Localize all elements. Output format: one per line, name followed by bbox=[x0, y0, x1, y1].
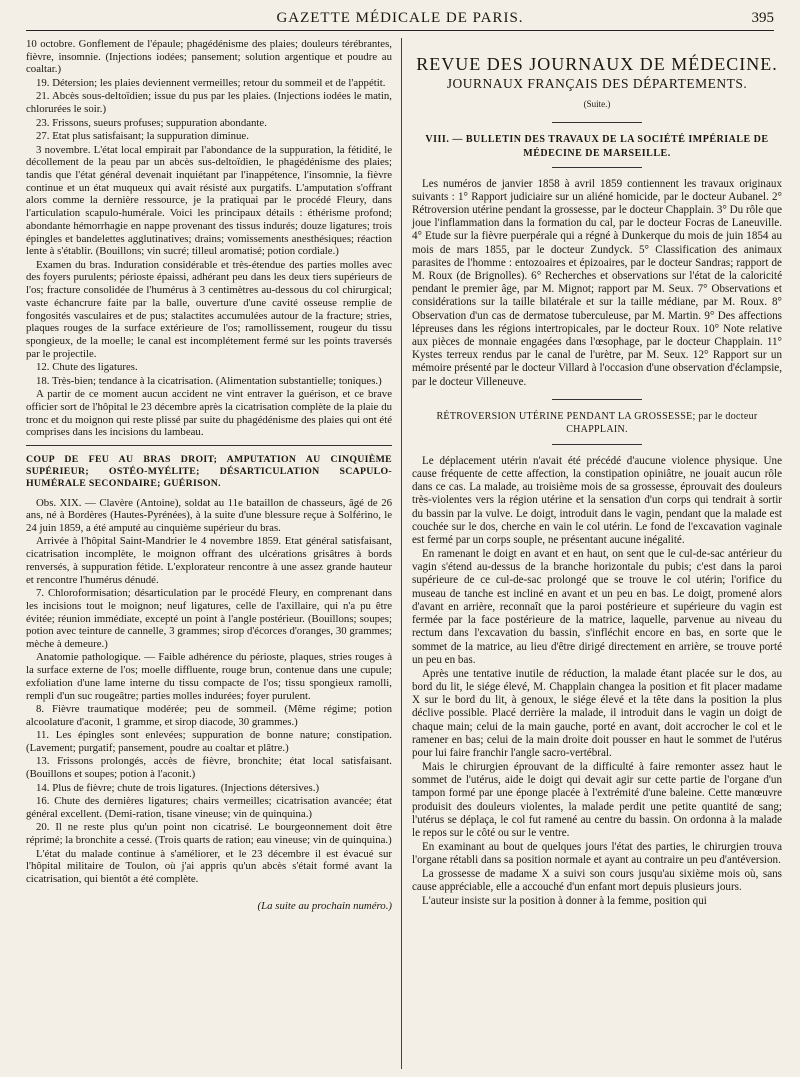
paragraph: Obs. XIX. — Clavère (Antoine), soldat au 11e bataillon de chasseurs, âgé de 26 ans, né à Bordères (Hautes-Pyrénées), à la suite d'une blessure reçue à Solférino, le 24 juin 1859, a été amputé au cinquième supérieur du bras. bbox=[26, 496, 392, 534]
short-rule bbox=[552, 167, 642, 168]
paragraph: 11. Les épingles sont enlevées; suppuration de bonne nature; constipation. (Lavement; purgatif; pansement, poudre au coaltar et plâtre.) bbox=[26, 729, 392, 754]
paragraph: 19. Détersion; les plaies deviennent vermeilles; retour du sommeil et de l'appétit. bbox=[36, 76, 386, 89]
paragraph: A partir de ce moment aucun accident ne vint entraver la guérison, et ce brave officier sort de l'hôpital le 23 décembre après la cicatrisation complète de la plaie du tronc et du moignon qui reste plissé par suite du phagédénisme des plaies qui ont été comprises dans les incisions du lambeau. bbox=[26, 388, 392, 439]
paragraph: 18. Très-bien; tendance à la cicatrisation. (Alimentation substantielle; toniques.) bbox=[36, 374, 382, 387]
paragraph: L'état du malade continue à s'améliorer, et le 23 décembre il est évacué sur l'hôpital militaire de Toulon, où j'ai appris qu'un abcès s'était formé avant la cicatrisation, qui bientôt a été complète. bbox=[26, 847, 392, 885]
paragraph: Après une tentative inutile de réduction, la malade étant placée sur le dos, au bord du lit, le siége élevé, M. Chapplain changea la position et fit placer madame X sur le bord du lit, à genoux, le siége élevé et la tête dans la position la plus déclive possible. Placé derrière la malade, il introduit dans le vagin un doigt de chaque main; celui de la main gauche, porté en avant, doit accrocher le col et le ramener en bas; celui de la main droite doit pousser en haut le sommet de l'utérus pour lui faire franchir l'angle sacro-vertébral. bbox=[412, 667, 782, 759]
suite-note: (Suite.) bbox=[583, 99, 611, 110]
paragraph: En ramenant le doigt en avant et en haut, on sent que le cul-de-sac antérieur du vagin s'étend au-dessus de la branche horizontale du pubis; c'est dans la paroi supérieure de ce cul-de-sac prolongé que se trouve le col utérin; l'orifice du museau de tanche est incliné en avant et un peu en bas. Le doigt, promené alors d'avant en arrière, reconnaît que la paroi postérieure et supérieure du vagin est fermée par la face postérieure de la matrice, laquelle, parvenue au niveau du rectum dans l'excavation du bassin, s'infléchit encore en bas, en sorte que le sommet de la matrice, au lieu d'être dirigé directement en arrière, se trouve porté un peu en bas. bbox=[412, 548, 782, 666]
running-header bbox=[26, 8, 774, 31]
article-heading: RÉTROVERSION UTÉRINE PENDANT LA GROSSESSE; par le docteur CHAPPLAIN. bbox=[436, 410, 758, 435]
paragraph: 8. Fièvre traumatique modérée; peu de sommeil. (Même régime; potion alcoolature d'aconit, 1 gramme, et sirop diacode, 30 grammes.) bbox=[26, 703, 392, 728]
section-subtitle: JOURNAUX FRANÇAIS DES DÉPARTEMENTS. bbox=[446, 76, 748, 92]
left-column bbox=[26, 38, 392, 912]
paragraph: 27. Etat plus satisfaisant; la suppuration diminue. bbox=[36, 130, 249, 143]
paragraph: 21. Abcès sous-deltoïdien; issue du pus par les plaies. (Injections iodées le matin, chlorurées le soir.) bbox=[26, 90, 392, 116]
case-heading: COUP DE FEU AU BRAS DROIT; AMPUTATION AU CINQUIÈME SUPÉRIEUR; OSTÉO-MYÉLITE; DÉSARTICULATION SCAPULO-HUMÉRALE SECONDAIRE; GUÉRISON. bbox=[26, 453, 392, 490]
paragraph: 13. Frissons prolongés, accès de fièvre, bronchite; état local satisfaisant. (Bouillons et soupes; potion à l'aconit.) bbox=[26, 755, 392, 781]
paragraph: 14. Plus de fièvre; chute de trois ligatures. (Injections détersives.) bbox=[36, 781, 320, 794]
paragraph: Mais le chirurgien éprouvant de la difficulté à faire remonter assez haut le sommet de l'utérus, aide le doigt qui devait agir sur cette partie de l'organe d'un tampon formé par une éponge placée à l'extrémité d'une baleine. Cette manœuvre produisit des douleurs violentes, la malade perdit une petite quantité de sang; l'utérus se déplaça, le col fut ramené au centre du bassin. On ordonna à la malade le repos sur le côté ou sur le ventre. bbox=[412, 760, 782, 839]
section-rule bbox=[26, 445, 392, 446]
paragraph: Anatomie pathologique. — Faible adhérence du périoste, plaques, stries rouges à la surface externe de l'os; moelle diffluente, rouge brun, contenue dans une cupule; exfoliation d'une lame interne du tissu compacte de l'os; tissu spongieux ramolli, rempli d'un suc rougeâtre; parties molles indurées; foyer purulent. bbox=[26, 651, 392, 702]
paragraph: Examen du bras. Induration considérable et très-étendue des parties molles avec des foyers purulents; périoste épaissi, adhérant peu dans les deux tiers supérieurs de l'os; fracture consolidée de l'humérus à 3 centimètres au-dessous du col chirurgical; vaste échancrure faite par la balle, ouverture d'une cavité osseuse remplie de fongosités vasculaires et de pus; stalactites accumulées autour de la fracture; stries, plaques rouges de la surface extérieure de l'os; ramollissement, rougeur du tissu spongieux, de la moelle; le canal est incomplétement fermé sur les points traversés par le projectile. bbox=[26, 258, 392, 360]
journal-title: GAZETTE MÉDICALE DE PARIS. bbox=[276, 10, 524, 26]
paragraph: 12. Chute des ligatures. bbox=[36, 361, 138, 374]
short-rule bbox=[552, 444, 642, 445]
section-title: REVUE DES JOURNAUX DE MÉDECINE. bbox=[416, 54, 778, 74]
short-rule bbox=[552, 122, 642, 123]
column-divider bbox=[401, 38, 402, 1069]
paragraph: 7. Chloroformisation; désarticulation par le procédé Fleury, en comprenant dans les incisions tout le moignon; neuf ligatures, celle de l'axillaire, qui n'a pu être évitée; réunion immédiate, excepté un point à l'angle postérieur. (Bouillons; soupes; potion avec teinture de cannelle, 3 grammes; sirop d'écorces d'oranges, 30 grammes; mèche à demeure.) bbox=[26, 587, 392, 650]
page-number: 395 bbox=[751, 10, 774, 26]
paragraph: 10 octobre. Gonflement de l'épaule; phagédénisme des plaies; douleurs térébrantes, fièvre, insomnie. (Injections iodées; pansement; solution argentique et poudre au coaltar.) bbox=[26, 38, 392, 76]
paragraph: 3 novembre. L'état local empirait par l'abondance de la suppuration, la fétidité, le décollement de la peau par un abcès sus-deltoïdien, le phagédénisme des plaies; tandis que l'état général devenait inquiétant par l'inappétence, l'insomnie, la fièvre continue et un état muqueux qui avait résisté aux purgatifs. L'amputation s'offrant alors comme la dernière ressource, je la pratiquai par le procédé Fleury, dans l'articulation scapulo-humérale. Voici les principaux détails : éthérisme profond; abondante hémorrhagie en nappe provenant des tissus indurés; douze ligatures; trois épingles et bandelettes agglutinatives; drains; vomissements anesthésiques; réaction lente à s'établir. (Bouillons; vin sucré; tilleul aromatisé; potion cordiale.) bbox=[26, 143, 392, 258]
continued-note: (La suite au prochain numéro.) bbox=[257, 899, 392, 912]
paragraph: Les numéros de janvier 1858 à avril 1859 contiennent les travaux originaux suivants : 1° Rapport judiciaire sur un aliéné homicide, par le docteur Aubanel. 2° Rétroversion utérine pendant la grossesse, par le docteur Chapplain. 3° Du rôle que joue l'inflammation dans la formation du cal, par le docteur Focras de Laneuville. 4° Etude sur la fièvre puerpérale qui a régné à Dunkerque du mois de juin 1854 au mois de mars 1855, par le docteur Zundyck. 5° Classification des animaux parasites de l'homme : entozoaires et épizoaires, par le docteur Sandras; rapport de M. Roux (de Brignolles). 6° Recherches et observations sur l'état de la caloricité pendant le premier âge, par M. Mignot; rapport par M. Seux. 7° Observations et considérations sur la taille bilatérale et sur la taille médiane, par M. Roux. 8° Observation d'un cas de dermatose tuberculeuse, par M. Martin. 9° Des affections lépreuses dans les régions intertropicales, par le docteur Roux. 10° Note relative aux pièces de monnaie engagées dans l'œsophage, par le docteur Chapplain. 11° Kystes terreux rendus par le canal de l'urètre, par M. Seux. 12° Rapport sur un mémoire présenté par le docteur Villard à l'occasion d'une observation d'éclampsie, par le docteur Villeneuve. bbox=[412, 177, 782, 388]
paragraph: En examinant au bout de quelques jours l'état des parties, le chirurgien trouva l'organe rétabli dans sa position normale et ayant au contraire un peu d'antéversion. bbox=[412, 840, 782, 867]
paragraph: La grossesse de madame X a suivi son cours jusqu'au sixième mois où, sans cause appréciable, elle a accouché d'un enfant mort depuis plusieurs jours. bbox=[412, 868, 782, 894]
paragraph: Le déplacement utérin n'avait été précédé d'aucune violence physique. Une cause fréquente de cette affection, la constipation opiniâtre, ne jouait aucun rôle dans ce cas. La malade, au troisième mois de sa grossesse, éprouvait des douleurs très-violentes vers la région utérine et la sensation d'un corps qui tendrait à sortir du bassin par la vulve. Le doigt, introduit dans le vagin, pendant que la malade est couchée sur le dos, cherche en vain le col utérin. Le fond de l'excavation vaginale est fermé par un corps souple, ne présentant aucune inégalité. bbox=[412, 454, 782, 547]
paragraph: Arrivée à l'hôpital Saint-Mandrier le 4 novembre 1859. Etat général satisfaisant, cicatrisation incomplète, le moignon offrant des ulcérations grisâtres à bords renversés, à suppuration fétide. L'explorateur rencontre à une assez grande hauteur et rencontre l'humérus dénudé. bbox=[26, 535, 392, 586]
right-column bbox=[412, 38, 782, 909]
paragraph: L'auteur insiste sur la position à donner à la femme, position qui bbox=[422, 895, 707, 908]
paragraph: 23. Frissons, sueurs profuses; suppuration abondante. bbox=[36, 116, 267, 129]
bulletin-heading: VIII. — BULLETIN DES TRAVAUX DE LA SOCIÉTÉ IMPÉRIALE DE MÉDECINE DE MARSEILLE. bbox=[425, 133, 769, 159]
short-rule bbox=[552, 399, 642, 400]
paragraph: 20. Il ne reste plus qu'un point non cicatrisé. Le bourgeonnement doit être réprimé; la bronchite a cessé. (Trois quarts de ration; eau vineuse; vin de quinquina.) bbox=[26, 821, 392, 847]
paragraph: 16. Chute des dernières ligatures; chairs vermeilles; cicatrisation avancée; état général excellent. (Demi-ration, tisane vineuse; vin de quinquina.) bbox=[26, 795, 392, 820]
